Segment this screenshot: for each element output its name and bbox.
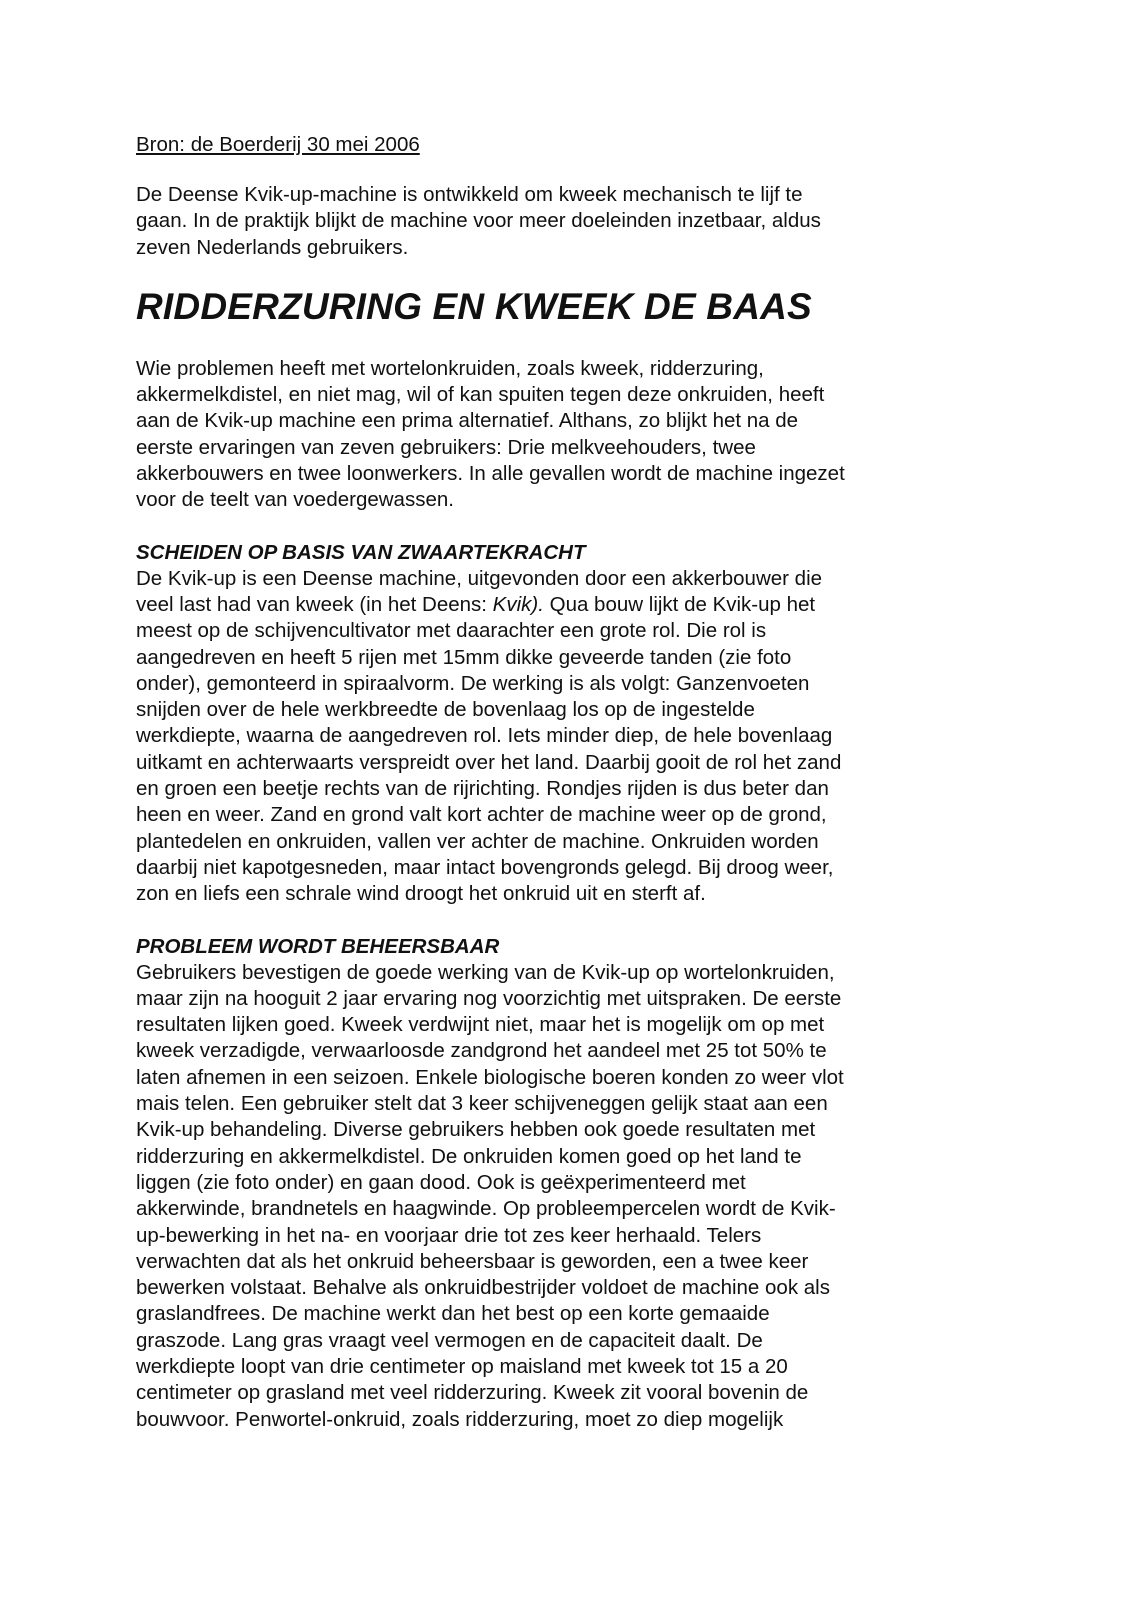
document-page: [136, 132, 956, 1433]
body-text-part: Qua bouw lijkt de Kvik-up het meest op de schijvencultivator met daarachter een grote rol. Die rol is aangedreven en heeft 5 rijen met 15mm dikke geveerde tanden (zie foto onder), gemonteerd in spiraalvorm. De werking is als volgt: Ganzenvoeten snijden over de hele werkbreedte de bovenlaag los op de ingestelde werkdiepte, waarna de aangedreven rol. Iets minder diep, de hele bovenlaag uitkamt en achterwaarts verspreidt over het land. Daarbij gooit de rol het zand en groen een beetje rechts van de rijrichting. Rondjes rijden is dus beter dan heen en weer. Zand en grond valt kort achter de machine weer op de grond, plantedelen en onkruiden, vallen ver achter de machine. Onkruiden worden daarbij niet kapotgesneden, maar intact bovengronds gelegd. Bij droog weer, zon en liefs een schrale wind droogt het onkruid uit en sterft af.: [136, 592, 842, 906]
section-heading-probleem: PROBLEEM WORDT BEHEERSBAAR: [136, 934, 500, 958]
source-line: Bron: de Boerderij 30 mei 2006: [136, 133, 420, 156]
section-body-probleem: Gebruikers bevestigen de goede werking van de Kvik-up op wortelonkruiden, maar zijn na hooguit 2 jaar ervaring nog voorzichtig met uitspraken. De eerste resultaten lijken goed. Kweek verdwijnt niet, maar het is mogelijk om op met kweek verzadigde, verwaarloosde zandgrond het aandeel met 25 tot 50% te laten afnemen in een seizoen. Enkele biologische boeren konden zo weer vlot mais telen. Een gebruiker stelt dat 3 keer schijveneggen gelijk staat aan een Kvik-up behandeling. Diverse gebruikers hebben ook goede resultaten met ridderzuring en akkermelkdistel. De onkruiden komen goed op het land te liggen (zie foto onder) en gaan dood. Ook is geëxperimenteerd met akkerwinde, brandnetels en haagwinde. Op probleempercelen wordt de Kvik- up-bewerking in het na- en voorjaar drie tot zes keer herhaald. Telers verwachten dat als het onkruid beheersbaar is geworden, een a twee keer bewerken volstaat. Behalve als onkruidbestrijder voldoet de machine ook als graslandfrees. De machine werkt dan het best op een korte gemaaide graszode. Lang gras vraagt veel vermogen en de capaciteit daalt. De werkdiepte loopt van drie centimeter op maisland met kweek tot 15 a 20 centimeter op grasland met veel ridderzuring. Kweek zit vooral bovenin de bouwvoor. Penwortel-onkruid, zoals ridderzuring, moet zo diep mogelijk: [136, 960, 844, 1431]
section-body-scheiden: [136, 566, 956, 908]
section-heading-scheiden: SCHEIDEN OP BASIS VAN ZWAARTEKRACHT: [136, 540, 586, 564]
intro-paragraph: De Deense Kvik-up-machine is ontwikkeld om kweek mechanisch te lijf te gaan. In de praktijk blijkt de machine voor meer doeleinden inzetbaar, aldus zeven Nederlands gebruikers.: [136, 183, 821, 259]
body-text-italic: Kvik).: [492, 592, 544, 616]
section-probleem: [136, 934, 956, 1433]
lead-paragraph: Wie problemen heeft met wortelonkruiden, zoals kweek, ridderzuring, akkermelkdistel, en niet mag, wil of kan spuiten tegen deze onkruiden, heeft aan de Kvik-up machine een prima alternatief. Althans, zo blijkt het na de eerste ervaringen van zeven gebruikers: Drie melkveehouders, twee akkerbouwers en twee loonwerkers. In alle gevallen wordt de machine ingezet voor de teelt van voedergewassen.: [136, 356, 845, 512]
article-title: RIDDERZURING EN KWEEK DE BAAS: [136, 285, 812, 327]
section-scheiden: [136, 540, 956, 908]
body-text-part: De Kvik-up is een Deense machine, uitgevonden door een akkerbouwer die veel last had van kweek (in het Deens:: [136, 566, 823, 616]
